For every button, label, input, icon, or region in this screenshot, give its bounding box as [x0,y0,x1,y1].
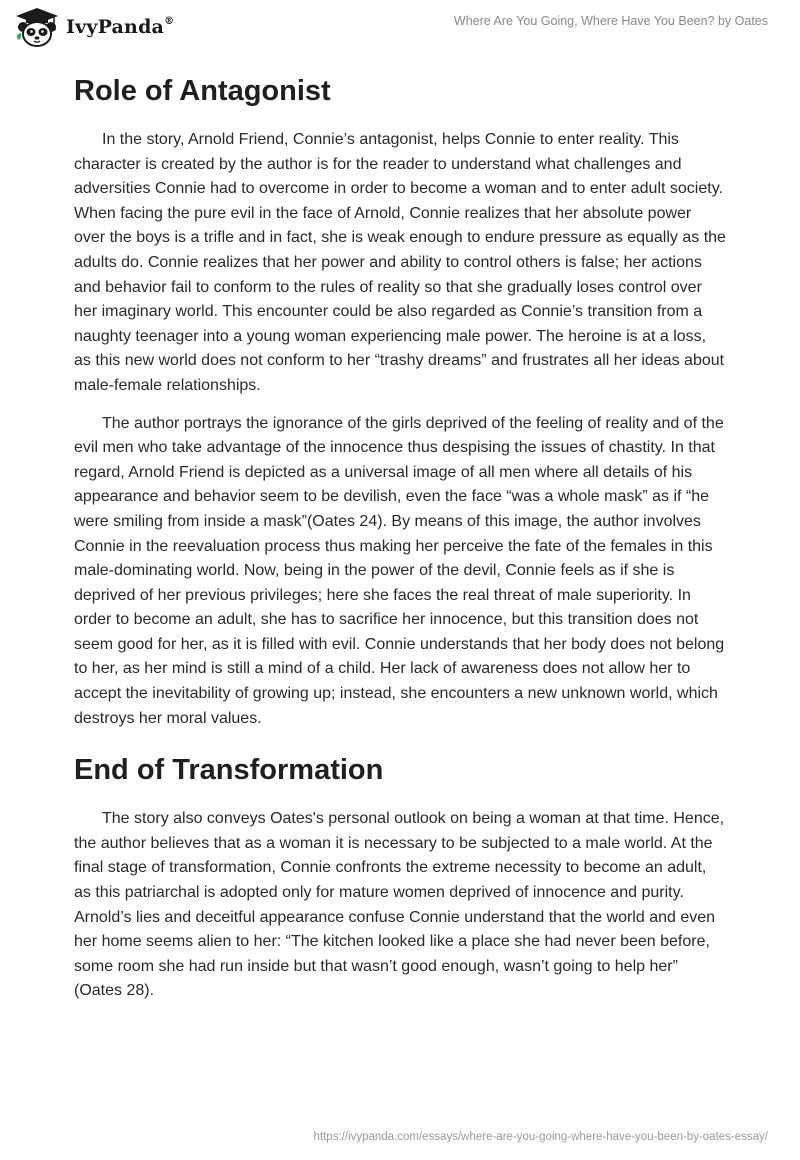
essay-body [74,72,726,1017]
panda-graduate-icon [14,6,60,48]
source-url[interactable]: https://ivypanda.com/essays/where-are-you-going-where-have-you-been-by-oates-essay/ [313,1131,768,1143]
brand-name: IvyPanda® [66,15,175,38]
document-title: Where Are You Going, Where Have You Been? by Oates [453,14,768,28]
paragraph: The author portrays the ignorance of the girls deprived of the feeling of reality and of the evil men who take advantage of the innocence thus despising the issues of chastity. In that regard, Arnold Friend is depicted as a universal image of all men where all details of his appearance and behavior seem to be devilish, even the face “was a whole mask” as if “he were smiling from inside a mask”(Oates 24). By means of this image, the author involves Connie in the reevaluation process thus making her perceive the fate of the females in this male-dominating world. Now, being in the power of the devil, Connie feels as if she is deprived of her previous privileges; here she faces the real threat of male superiority. In order to become an adult, she has to sacrifice her innocence, but this transition does not seem good for her, as it is filled with evil. Connie understands that her body does not belong to her, as her mind is still a mind of a child. Her lack of awareness does not allow her to accept the inevitability of growing up; instead, she encounters a new unknown world, which destroys her moral values. [74,414,725,727]
page-header [0,0,800,58]
paragraph: In the story, Arnold Friend, Connie’s antagonist, helps Connie to enter reality. This character is created by the author is for the reader to understand what challenges and adversities Connie had to overcome in order to become a woman and to enter adult society. When facing the pure evil in the face of Arnold, Connie realizes that her absolute power over the boys is a trifle and in fact, she is weak enough to endure pressure as equally as the adults do. Connie realizes that her power and ability to control others is false; her actions and behavior fail to conform to the rules of reality so that she gradually loses control over her imaginary world. This encounter could be also regarded as Connie’s transition from a naughty teenager into a young woman experiencing male power. The heroine is at a loss, as this new world does not conform to her “trashy dreams” and frustrates all her ideas about male-female relationships. [74,131,726,394]
brand-logo[interactable] [14,6,174,48]
paragraph: The story also conveys Oates's personal outlook on being a woman at that time. Hence, the author believes that as a woman it is necessary to be subjected to a male world. At the final stage of transformation, Connie confronts the extreme necessity to become an adult, as this patriarchal is adopted only for mature women deprived of innocence and purity. Arnold’s lies and deceitful appearance confuse Connie understand that the world and even her home seems alien to her: “The kitchen looked like a place she had never been before, some room she had run inside but that wasn’t good enough, wasn’t going to help her” (Oates 28). [74,810,725,1000]
section-heading-role-of-antagonist: Role of Antagonist [74,75,331,107]
section-heading-end-of-transformation: End of Transformation [74,754,384,787]
